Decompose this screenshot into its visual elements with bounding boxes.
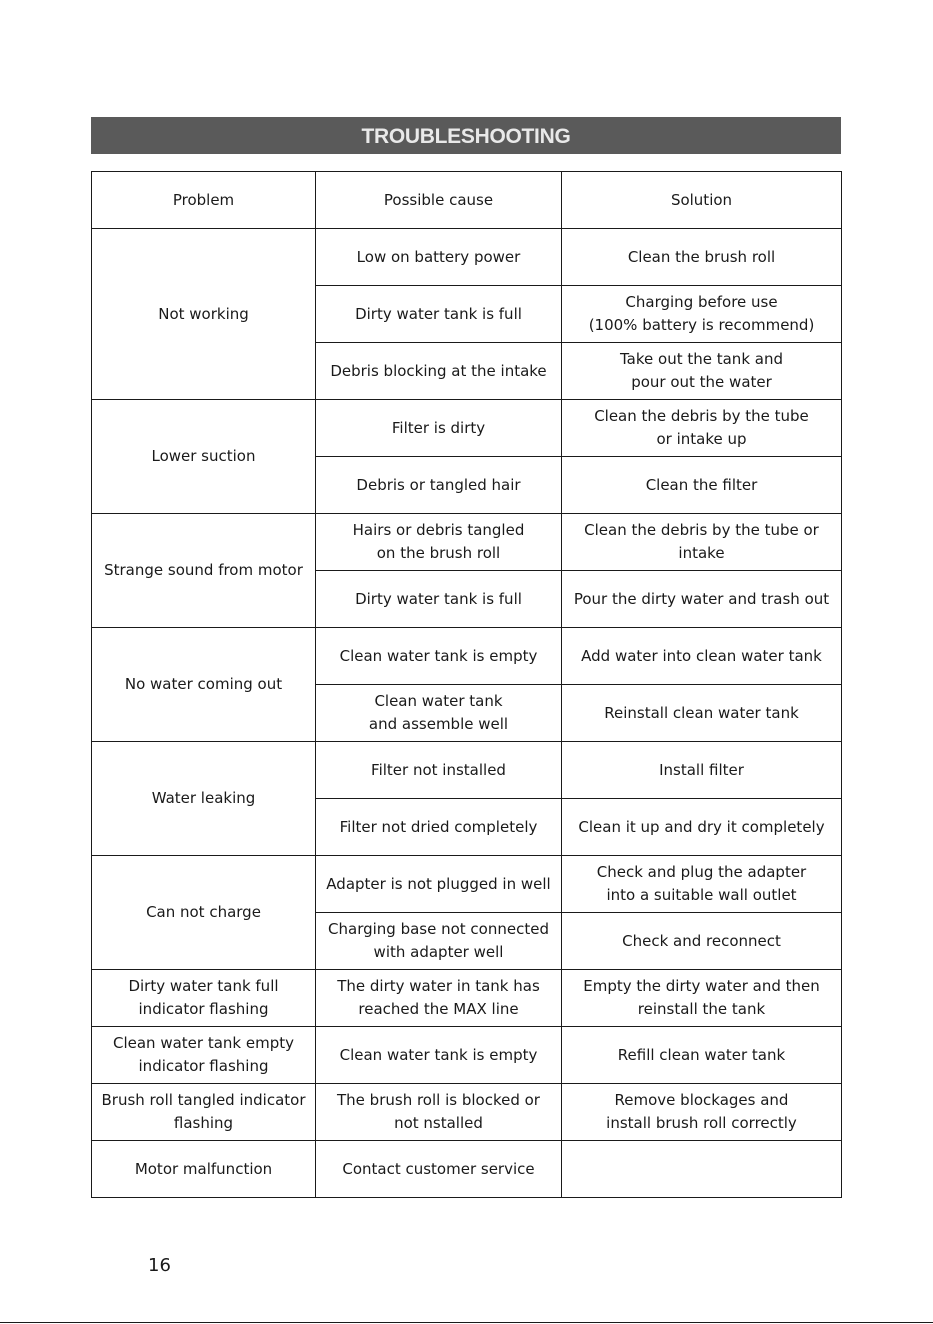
table-row: [92, 1084, 842, 1141]
cause-cell: Adapter is not plugged in well: [316, 856, 562, 913]
problem-cell: Can not charge: [92, 856, 316, 970]
cause-cell: Low on battery power: [316, 229, 562, 286]
solution-cell: Check and reconnect: [562, 913, 842, 970]
cause-cell: Hairs or debris tangled on the brush roll: [316, 514, 562, 571]
cause-cell: Dirty water tank is full: [316, 571, 562, 628]
table-header-row: [92, 172, 842, 229]
problem-cell: Motor malfunction: [92, 1141, 316, 1198]
cause-cell: Clean water tank is empty: [316, 1027, 562, 1084]
cause-cell: The brush roll is blocked or not nstalled: [316, 1084, 562, 1141]
solution-cell: Reinstall clean water tank: [562, 685, 842, 742]
problem-cell: No water coming out: [92, 628, 316, 742]
cause-cell: The dirty water in tank has reached the MAX line: [316, 970, 562, 1027]
cause-cell: Filter not installed: [316, 742, 562, 799]
solution-cell: Clean the brush roll: [562, 229, 842, 286]
cause-cell: Filter is dirty: [316, 400, 562, 457]
problem-cell: Strange sound from motor: [92, 514, 316, 628]
problem-cell: Brush roll tangled indicator flashing: [92, 1084, 316, 1141]
solution-cell: Remove blockages and install brush roll correctly: [562, 1084, 842, 1141]
cause-cell: Contact customer service: [316, 1141, 562, 1198]
solution-cell: Install filter: [562, 742, 842, 799]
page-number: 16: [148, 1255, 171, 1276]
solution-cell: Clean it up and dry it completely: [562, 799, 842, 856]
problem-cell: Lower suction: [92, 400, 316, 514]
cause-cell: Clean water tank is empty: [316, 628, 562, 685]
problem-cell: Dirty water tank full indicator flashing: [92, 970, 316, 1027]
problem-cell: Clean water tank empty indicator flashing: [92, 1027, 316, 1084]
table-row: [92, 628, 842, 685]
table-row: [92, 970, 842, 1027]
cause-cell: Dirty water tank is full: [316, 286, 562, 343]
table-row: [92, 229, 842, 286]
table-row: [92, 856, 842, 913]
cause-cell: Charging base not connected with adapter well: [316, 913, 562, 970]
header-solution: Solution: [562, 172, 842, 229]
solution-cell: Add water into clean water tank: [562, 628, 842, 685]
solution-cell: Clean the debris by the tube or intake: [562, 514, 842, 571]
cause-cell: Filter not dried completely: [316, 799, 562, 856]
bottom-rule: [0, 1322, 933, 1323]
problem-cell: Not working: [92, 229, 316, 400]
header-problem: Problem: [92, 172, 316, 229]
section-title: TROUBLESHOOTING: [361, 124, 571, 148]
table-row: [92, 1141, 842, 1198]
solution-cell: Pour the dirty water and trash out: [562, 571, 842, 628]
problem-cell: Water leaking: [92, 742, 316, 856]
solution-cell: [562, 1141, 842, 1198]
solution-cell: Check and plug the adapter into a suitable wall outlet: [562, 856, 842, 913]
header-possible-cause: Possible cause: [316, 172, 562, 229]
table-row: [92, 400, 842, 457]
table-row: [92, 514, 842, 571]
solution-cell: Charging before use (100% battery is recommend): [562, 286, 842, 343]
section-title-banner: [91, 117, 841, 154]
solution-cell: Take out the tank and pour out the water: [562, 343, 842, 400]
table-row: [92, 742, 842, 799]
cause-cell: Debris blocking at the intake: [316, 343, 562, 400]
solution-cell: Refill clean water tank: [562, 1027, 842, 1084]
solution-cell: Clean the debris by the tube or intake up: [562, 400, 842, 457]
cause-cell: Clean water tank and assemble well: [316, 685, 562, 742]
solution-cell: Clean the filter: [562, 457, 842, 514]
table-body: [92, 172, 842, 1198]
cause-cell: Debris or tangled hair: [316, 457, 562, 514]
troubleshooting-table: [91, 171, 842, 1198]
solution-cell: Empty the dirty water and then reinstall the tank: [562, 970, 842, 1027]
table-row: [92, 1027, 842, 1084]
